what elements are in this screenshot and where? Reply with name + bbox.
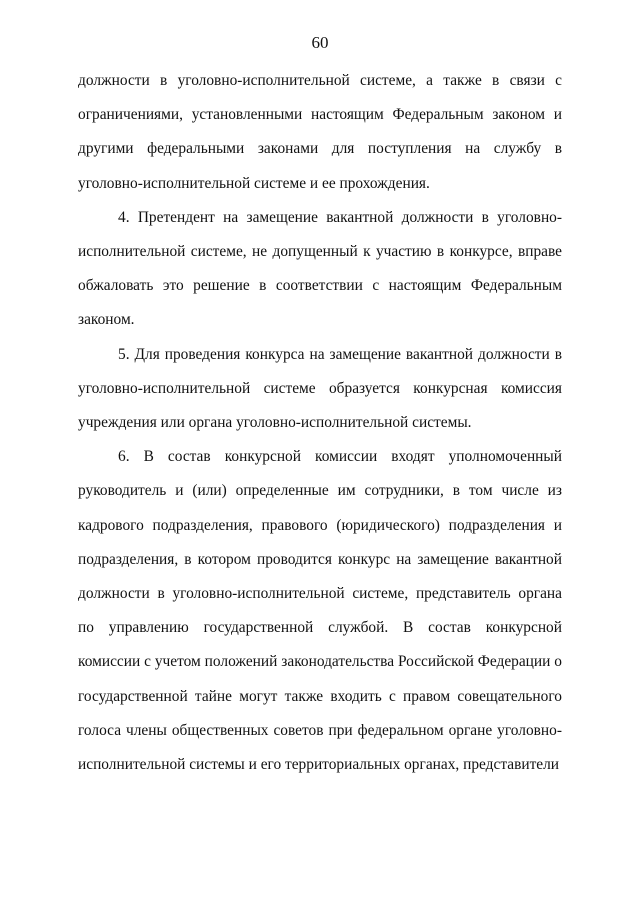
document-body [78, 64, 562, 782]
paragraph-item-5: 5. Для проведения конкурса на замещение вакантной должности в уголовно-исполнительной системе образуется конкурсная комиссия учреждения или органа уголовно-исполнительной системы. [78, 345, 562, 432]
page-number: 60 [311, 33, 329, 52]
paragraph-item-4: 4. Претендент на замещение вакантной должности в уголовно-исполнительной системе, не допущенный к участию в конкурсе, вправе обжаловать это решение в соответствии с настоящим Федеральным законом. [78, 208, 562, 329]
paragraph-continuation: должности в уголовно-исполнительной системе, а также в связи с ограничениями, установленными настоящим Федеральным законом и другими федеральными законами для поступления на службу в уголовно-исполнительной системе и ее прохождения. [78, 72, 562, 192]
paragraph-item-6: 6. В состав конкурсной комиссии входят уполномоченный руководитель и (или) определенные им сотрудники, в том числе из кадрового подразделения, правового (юридического) подразделения и подразделения, в котором проводится конкурс на замещение вакантной должности в уголовно-исполнительной системе, представитель органа по управлению государственной службой. В состав конкурсной комиссии с учетом положений законодательства Российской Федерации о государственной тайне могут также входить с правом совещательного голоса члены общественных советов при федеральном органе уголовно-исполнительной системы и его территориальных органах, представители [78, 448, 562, 774]
